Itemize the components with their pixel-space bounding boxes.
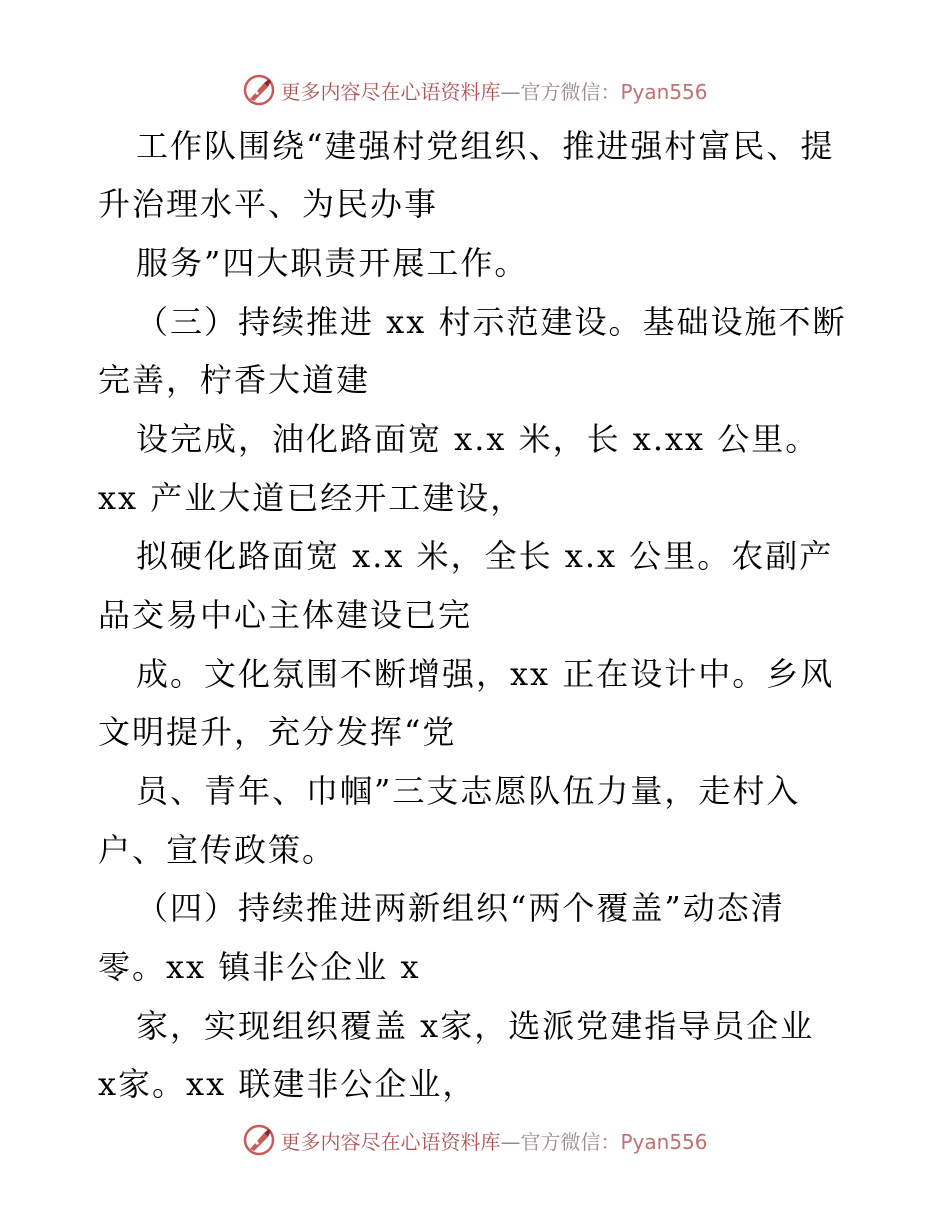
body-line: 员、青年、巾帼”三支志愿队伍力量，走村入 — [136, 772, 801, 810]
body-line: xx 产业大道已经开工建设， — [98, 479, 525, 517]
header-banner-slogan: 更多内容尽在心语资料库 — [280, 79, 501, 104]
pen-nib-logo-icon — [242, 1123, 276, 1157]
footer-banner-slogan: 更多内容尽在心语资料库 — [280, 1129, 501, 1154]
footer-banner-wechat-id: Pyan556 — [620, 1129, 708, 1154]
header-banner-separator: — — [500, 79, 521, 104]
header-banner-wechat-label: 官方微信： — [520, 79, 621, 104]
body-line: 成。文化氛围不断增强，xx 正在设计中。乡风 — [136, 655, 835, 693]
body-line: 户、宣传政策。 — [98, 831, 337, 869]
header-watermark-banner — [0, 70, 950, 110]
footer-banner-wechat-label: 官方微信： — [520, 1129, 621, 1154]
body-line: 设完成，油化路面宽 x.x 米，长 x.xx 公里。 — [136, 420, 820, 458]
body-line: 完善，柠香大道建 — [98, 361, 371, 399]
body-line: 升治理水平、为民办事 — [98, 185, 439, 223]
body-line: x家。xx 联建非公企业， — [98, 1065, 477, 1103]
body-line: 零。xx 镇非公企业 x — [98, 948, 421, 986]
body-line: 品交易中心主体建设已完 — [98, 596, 473, 634]
footer-banner-text — [280, 1126, 707, 1155]
pen-nib-logo-icon — [242, 73, 276, 107]
footer-watermark-banner — [0, 1120, 950, 1160]
body-line: （四）持续推进两新组织“两个覆盖”动态清 — [136, 889, 785, 927]
body-line: 服务”四大职责开展工作。 — [136, 244, 529, 282]
body-line: 工作队围绕“建强村党组织、推进强村富民、提 — [136, 127, 835, 165]
header-banner-text — [280, 76, 707, 105]
body-line: 家，实现组织覆盖 x家，选派党建指导员企业 — [136, 1007, 815, 1045]
body-line: 拟硬化路面宽 x.x 米，全长 x.x 公里。农副产 — [136, 537, 834, 575]
footer-banner-separator: — — [500, 1129, 521, 1154]
body-line: 文明提升，充分发挥“党 — [98, 713, 457, 751]
header-banner-wechat-id: Pyan556 — [620, 79, 708, 104]
body-line: （三）持续推进 xx 村示范建设。基础设施不断 — [136, 303, 847, 341]
